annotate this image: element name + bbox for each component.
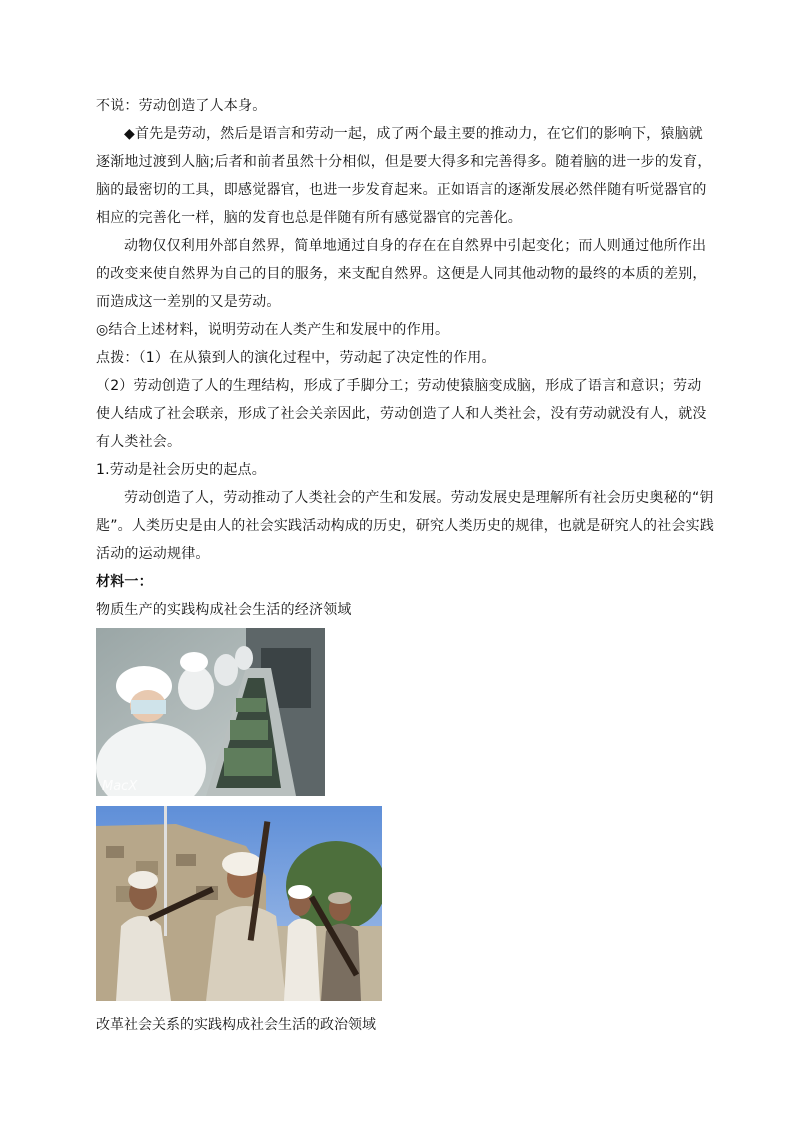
text-line: 活动的运动规律。 <box>96 546 210 562</box>
text-line: 的改变来使自然界为自己的目的服务，来支配自然界。这便是人同其他动物的最终的本质的差别， <box>96 266 707 282</box>
hint-line: 点拨：（1）在从猿到人的演化过程中，劳动起了决定性的作用。 <box>96 350 496 366</box>
text-line: 逐渐地过渡到人脑;后者和前者虽然十分相似，但是要大得多和完善得多。随着脑的进一步的发育， <box>96 154 712 170</box>
text-line: 有人类社会。 <box>96 434 182 450</box>
text-line: ◆首先是劳动，然后是语言和劳动一起，成了两个最主要的推动力，在它们的影响下，猿脑就 <box>124 126 703 142</box>
text-line: （2）劳动创造了人的生理结构，形成了手脚分工；劳动使猿脑变成脑，形成了语言和意识；劳动 <box>96 378 702 394</box>
text-line: 相应的完善化一样，脑的发育也总是伴随有所有感觉器官的完善化。 <box>96 210 522 226</box>
armed-men-photo <box>96 806 382 1001</box>
text-line: 匙”。人类历史是由人的社会实践活动构成的历史，研究人类历史的规律，也就是研究人的社会实践 <box>96 518 715 534</box>
material-heading: 材料一： <box>96 574 153 590</box>
watermark-text: MacX <box>102 779 138 794</box>
text-line: 而造成这一差别的又是劳动。 <box>96 294 281 310</box>
text-line: 劳动创造了人，劳动推动了人类社会的产生和发展。劳动发展史是理解所有社会历史奥秘的“钥 <box>124 490 714 506</box>
photo-caption-2: 改革社会关系的实践构成社会生活的政治领域 <box>96 1017 376 1033</box>
text-line: 使人结成了社会联亲，形成了社会关亲因此，劳动创造了人和人类社会，没有劳动就没有人，就没 <box>96 406 707 422</box>
photo-caption-1: 物质生产的实践构成社会生活的经济领域 <box>96 602 352 618</box>
text-line: 脑的最密切的工具，即感觉器官，也进一步发育起来。正如语言的逐渐发展必然伴随有听觉器官的 <box>96 182 707 198</box>
question-line: ◎结合上述材料，说明劳动在人类产生和发展中的作用。 <box>96 322 450 338</box>
section-heading: 1.劳动是社会历史的起点。 <box>96 462 266 478</box>
factory-photo <box>96 628 325 796</box>
document-page <box>96 92 715 1039</box>
text-line: 不说：劳动创造了人本身。 <box>96 98 267 114</box>
text-line: 动物仅仅利用外部自然界，简单地通过自身的存在在自然界中引起变化；而人则通过他所作出 <box>124 238 707 254</box>
